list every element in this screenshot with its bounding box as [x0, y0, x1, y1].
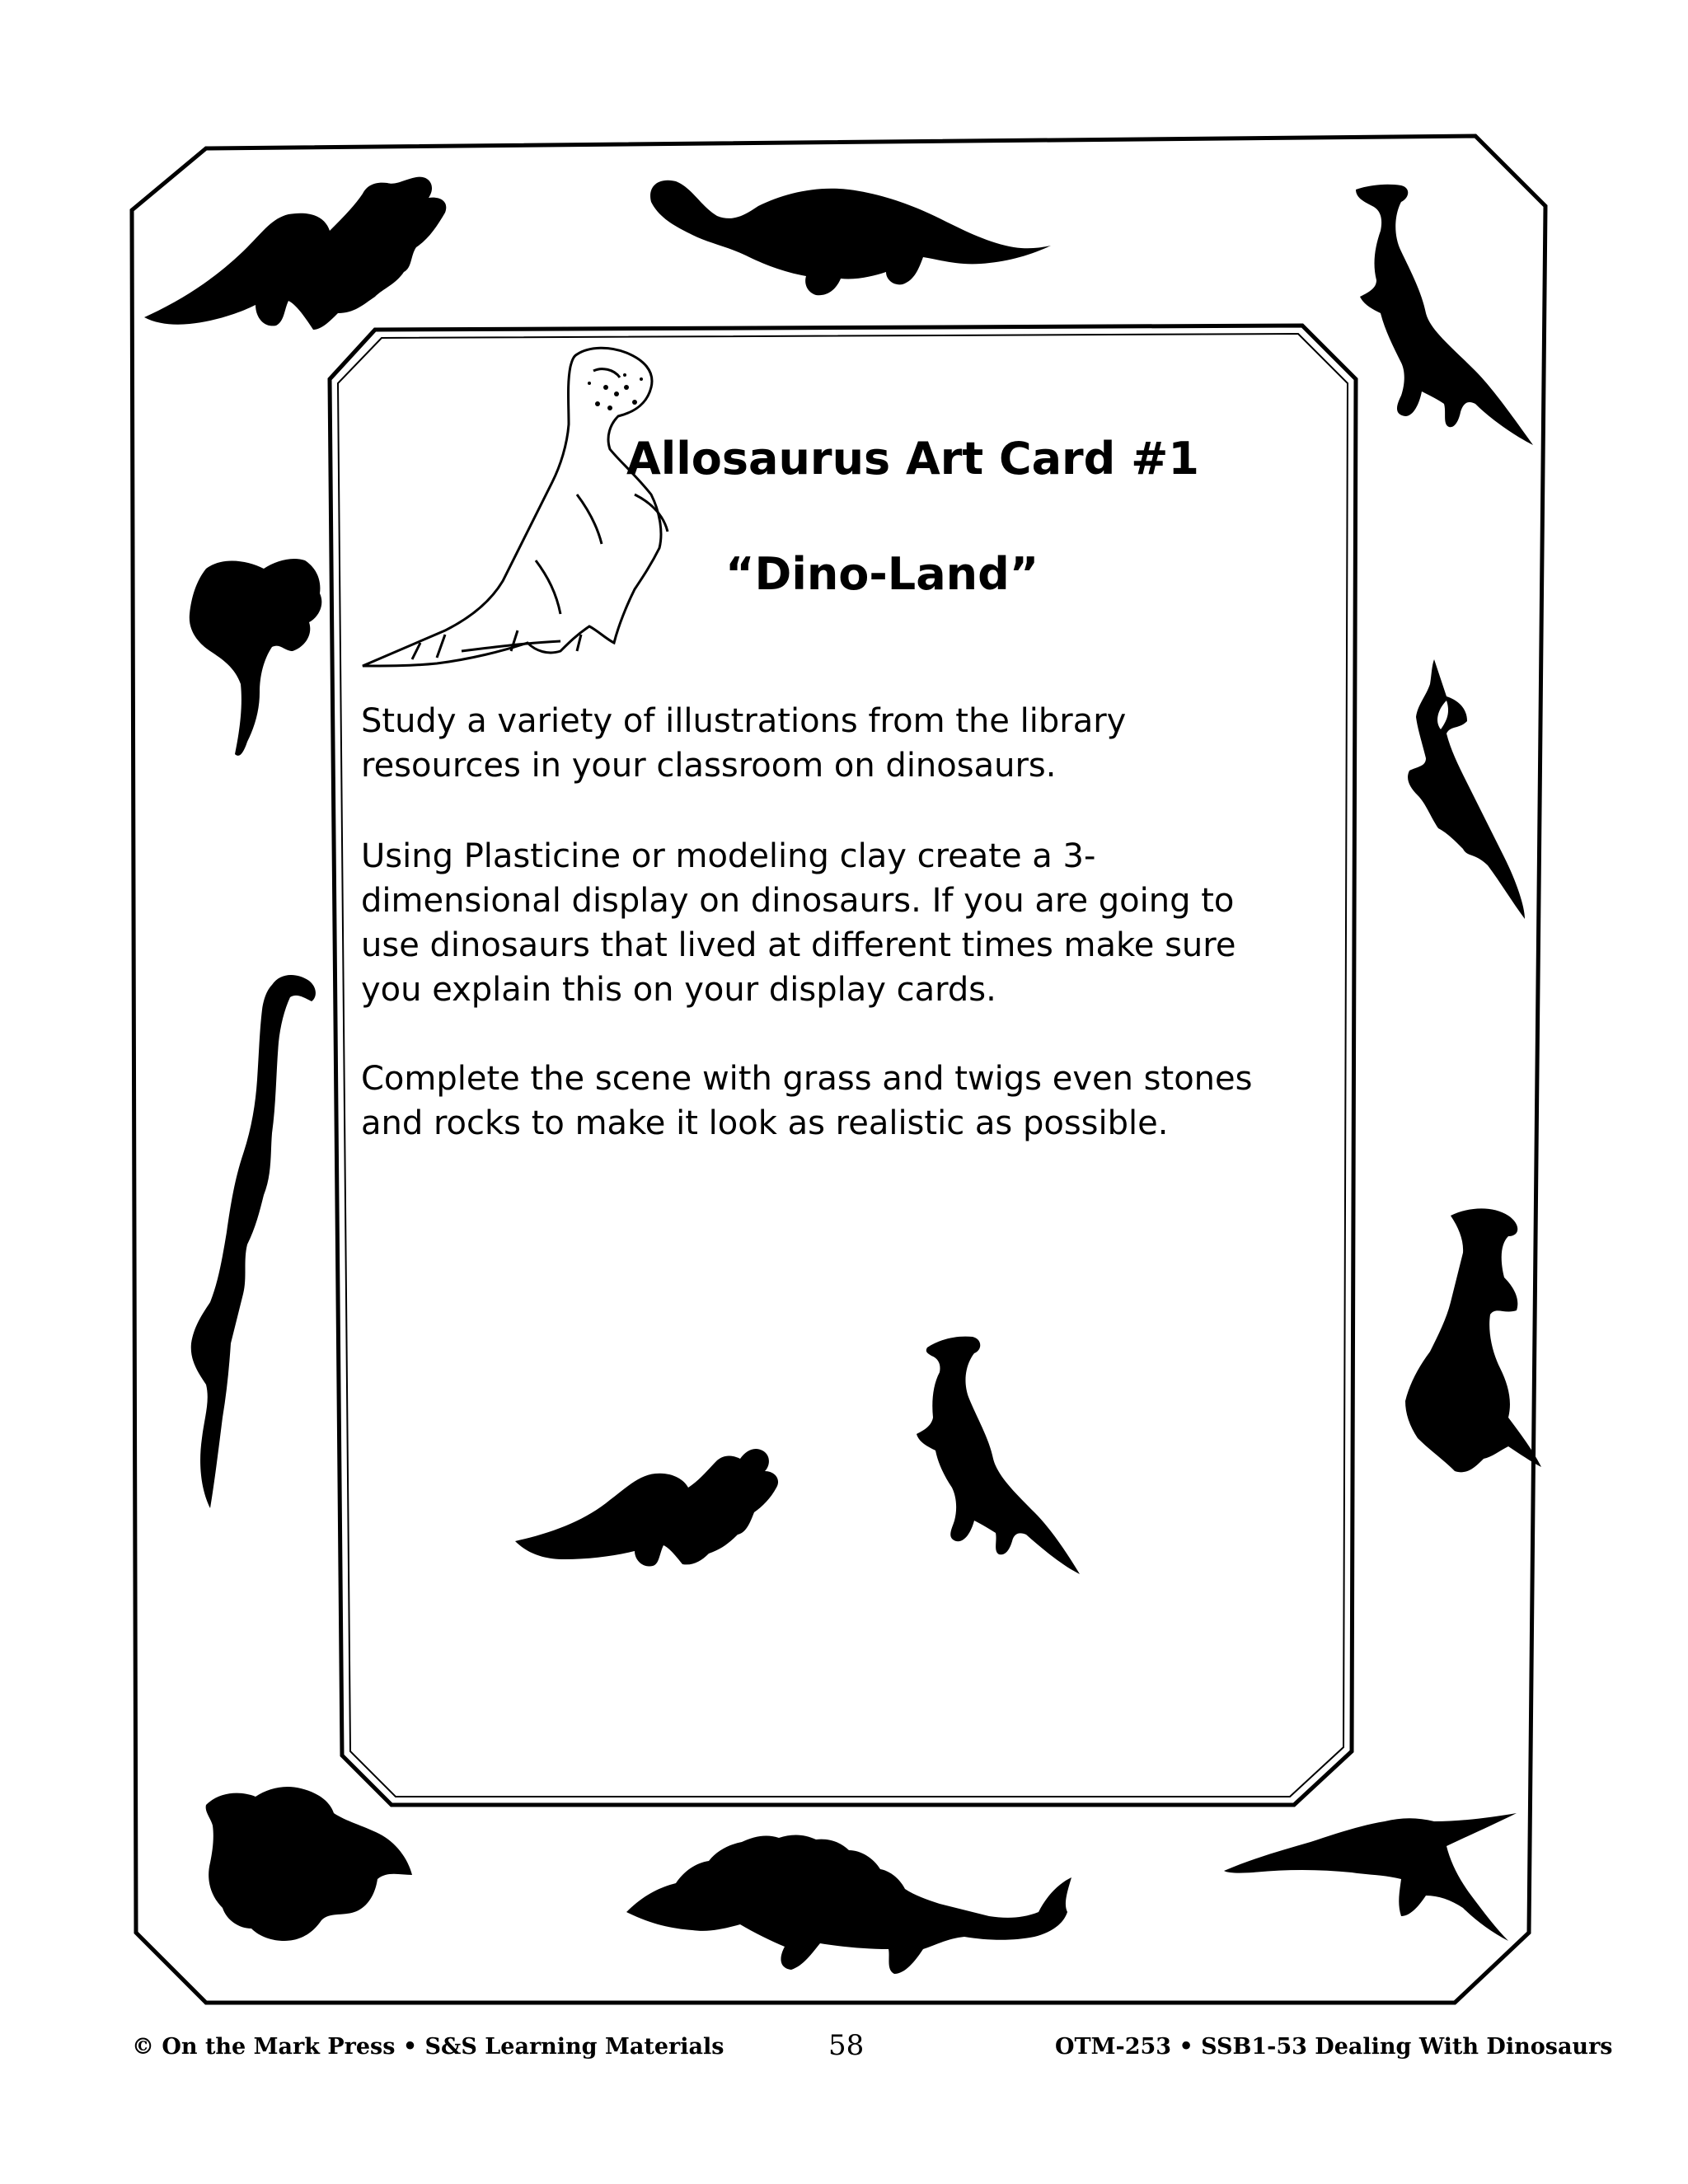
turtle-silhouette-icon — [206, 1787, 412, 1941]
page-number: 58 — [828, 2029, 865, 2062]
iguanodon-silhouette-icon — [917, 1337, 1080, 1574]
allosaurus-sketch-icon — [363, 348, 668, 666]
frilled-dinosaur-silhouette-icon — [190, 559, 322, 756]
parasaurolophus-silhouette-icon — [1405, 1208, 1541, 1472]
iguanodon-silhouette-icon — [1356, 185, 1533, 445]
plesiosaur-silhouette-icon — [191, 975, 316, 1508]
instruction-paragraph-2: Using Plasticine or modeling clay create a 3-dimensional display on dinosaurs. If you are going to use dinosaurs that lived at different times make sure you explain this on your display cards. — [361, 837, 1236, 1009]
brontosaurus-silhouette-icon — [650, 180, 1051, 296]
pterodactyl-silhouette-icon — [1408, 659, 1525, 919]
card-subtitle: “Dino-Land” — [725, 548, 1039, 600]
allosaurus-sketch-texture — [588, 373, 643, 410]
pteranodon-silhouette-icon — [1224, 1813, 1517, 1941]
triceratops-silhouette-icon — [144, 177, 446, 330]
triceratops-silhouette-icon — [515, 1449, 778, 1567]
footer-series: OTM-253 • SSB1-53 Dealing With Dinosaurs — [1055, 2034, 1613, 2060]
card-title: Allosaurus Art Card #1 — [626, 433, 1199, 485]
footer-publisher: © On the Mark Press • S&S Learning Materials — [132, 2034, 724, 2060]
instruction-paragraph-1: Study a variety of illustrations from the library resources in your classroom on dinosaurs. — [361, 702, 1127, 785]
instruction-paragraph-3: Complete the scene with grass and twigs even stones and rocks to make it look as realistic as possible. — [361, 1060, 1253, 1142]
stegosaurus-silhouette-icon — [626, 1835, 1071, 1974]
